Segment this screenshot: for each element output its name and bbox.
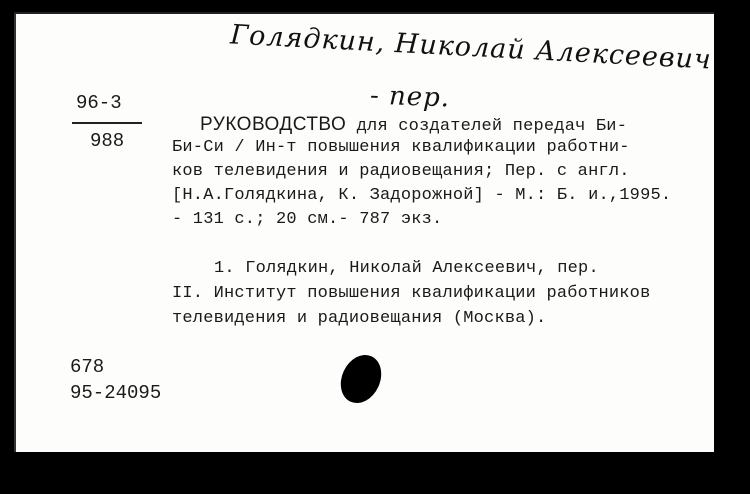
catalog-card xyxy=(14,12,714,452)
description-line-3: ков телевидения и радиовещания; Пер. с англ. xyxy=(172,162,630,181)
card-title: РУКОВОДСТВО xyxy=(200,114,347,135)
description-line-2: Би-Си / Ин-т повышения квалификации работни- xyxy=(172,138,630,157)
code-top: 678 xyxy=(70,356,105,378)
tracing-line-2: II. Институт повышения квалификации работников xyxy=(172,284,651,303)
description-line-5: - 131 с.; 20 см.- 787 экз. xyxy=(172,210,443,229)
ink-blot xyxy=(333,348,389,409)
card-left-edge xyxy=(14,12,16,452)
handwritten-author-name: Голядкин, Николай Алексеевич xyxy=(229,19,713,76)
shelf-mark-top: 96-3 xyxy=(76,92,122,114)
description-line-1 xyxy=(200,114,627,136)
card-top-edge xyxy=(14,12,714,14)
tracing-line-1: 1. Голядкин, Николай Алексеевич, пер. xyxy=(214,259,599,278)
code-bottom: 95-24095 xyxy=(70,382,162,404)
description-line-4: [Н.А.Голядкина, К. Задорожной] - М.: Б. и.,1995. xyxy=(172,186,672,205)
description-text: для создателей передач Би- xyxy=(356,117,628,136)
handwritten-role: - пер. xyxy=(369,80,451,114)
shelf-mark-bottom: 988 xyxy=(90,130,125,152)
tracing-line-3: телевидения и радиовещания (Москва). xyxy=(172,309,547,328)
shelf-mark-divider xyxy=(72,122,142,124)
